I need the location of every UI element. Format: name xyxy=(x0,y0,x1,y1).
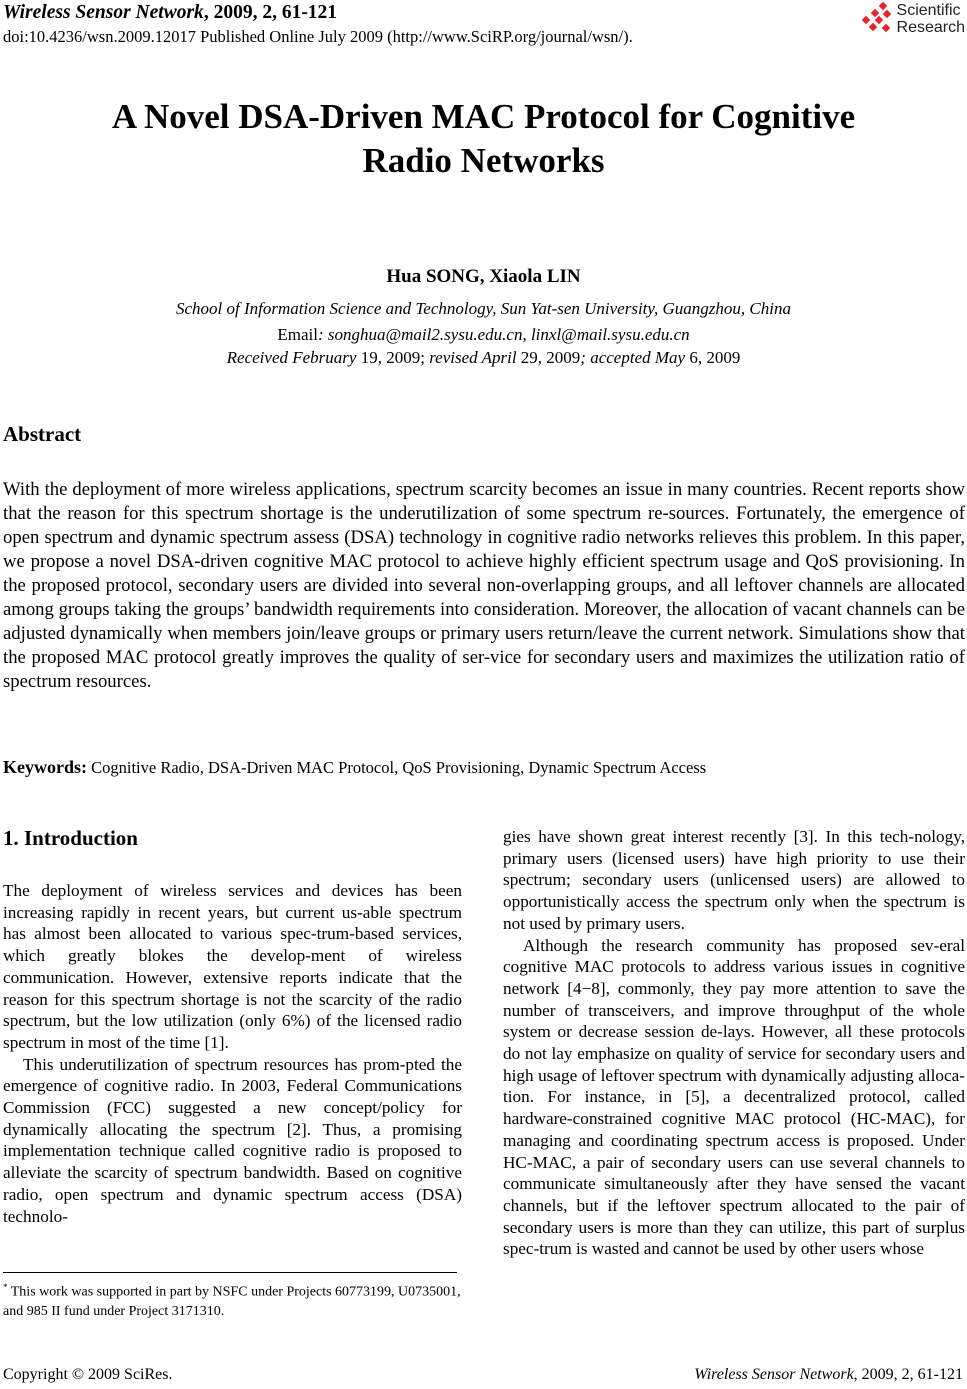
journal-name: Wireless Sensor Network xyxy=(3,2,204,23)
abstract-text: With the deployment of more wireless applications, spectrum scarcity becomes an issue in many countries. Recent reports show that the reason for this spectrum shortage is the underutilization of some spectrum re-sources. Fortunately, the emergence of open spectrum and dynamic spectrum assess (DSA) technology in cognitive radio networks relieves this problem. In this paper, we propose a novel DSA-driven cognitive MAC protocol to achieve highly efficient spectrum usage and QoS provisioning. In the proposed protocol, secondary users are divided into several non-overlapping groups, and all leftover channels are allocated among groups taking the groups’ bandwidth requirements into consideration. Moreover, the allocation of vacant channels can be adjusted dynamically when members join/leave groups or primary users return/leave the current network. Simulations show that the proposed MAC protocol greatly improves the quality of ser-vice for secondary users and maximizes the utilization ratio of spectrum resources. xyxy=(3,479,965,692)
paragraph: Although the research community has proposed sev-eral cognitive MAC protocols to address various issues in cognitive network [4−8], commonly, they pay more attention to save the number of transceivers, and improve throughput of the whole system or decrease session de-lays. However, all these protocols do not lay emphasize on quality of service for secondary users and high usage of leftover spectrum with dynamically adjusting alloca-tion. For instance, in [5], a decentralized protocol, called hardware-constrained cognitive MAC protocol (HC-MAC), for managing and coordinating spectrum access is proposed. Under HC-MAC, a pair of secondary users can use several channels to communicate simultaneously after they have sensed the vacant channels, but if the leftover spectrum allocated to the pair of secondary users is more than they can utilize, this part of surplus spec-trum is wasted and cannot be used by other users whose xyxy=(503,935,965,1259)
abstract-heading: Abstract xyxy=(3,422,82,446)
paragraph: The deployment of wireless services and devices has been increasing rapidly in recent years, but current us-able spectrum has almost been allocated to various spec-trum-based services, which greatly blokes the develop-ment of wireless communication. However, extensive reports indicate that the reason for this spectrum shortage is not the scarcity of the radio spectrum, but the low utilization (only 6%) of the licensed radio spectrum in most of the time [1]. xyxy=(3,881,462,1052)
section-heading: 1. Introduction xyxy=(3,826,138,850)
diamond-cluster-icon xyxy=(858,2,894,36)
copyright: Copyright © 2009 SciRes. xyxy=(3,1366,173,1383)
paragraph: gies have shown great interest recently [3]. In this tech-nology, primary users (licensed users) have high priority to use their spectrum; secondary users (unlicensed users) are allowed to opportunistically access the spectrum only when the spectrum is not used by primary users. xyxy=(503,827,965,933)
paragraph: This underutilization of spectrum resources has prom-pted the emergence of cognitive radio. In 2003, Federal Communications Commission (FCC) suggested a new concept/policy for dynamically allocating the spectrum [2]. Thus, a promising implementation technique called cognitive radio is proposed to alleviate the scarcity of spectrum bandwidth. Based on cognitive radio, open spectrum and dynamic spectrum access (DSA) technolo- xyxy=(3,1054,462,1226)
authors: Hua SONG, Xiaola LIN xyxy=(386,266,581,287)
journal-header xyxy=(3,2,337,24)
doi-line: doi:10.4236/wsn.2009.12017 Published Online July 2009 (http://www.SciRP.org/journal/wsn/). xyxy=(3,27,633,46)
footer-citation: Wireless Sensor Network, 2009, 2, 61-121 xyxy=(694,1366,963,1383)
footnote-rule xyxy=(3,1272,457,1273)
email: Email: songhua@mail2.sysu.edu.cn, linxl@mail.sysu.edu.cn xyxy=(277,325,690,344)
dates: Received February 19, 2009; revised April 29, 2009; accepted May 6, 2009 xyxy=(226,348,741,367)
paper-title: A Novel DSA-Driven MAC Protocol for Cognitive Radio Networks xyxy=(111,97,856,180)
logo-text: Scientific Research xyxy=(896,2,965,36)
journal-citation: , 2009, 2, 61-121 xyxy=(203,2,338,23)
keywords: Keywords: Cognitive Radio, DSA-Driven MAC Protocol, QoS Provisioning, Dynamic Spectrum Access xyxy=(3,757,707,777)
footnote: * This work was supported in part by NSFC under Projects 60773199, U0735001, and 985 II fund under Project 3171310. xyxy=(3,1282,461,1319)
right-column xyxy=(503,826,965,1260)
affiliation: School of Information Science and Technology, Sun Yat-sen University, Guangzhou, China xyxy=(176,299,791,318)
publisher-logo xyxy=(858,2,965,36)
left-column xyxy=(3,880,462,1227)
